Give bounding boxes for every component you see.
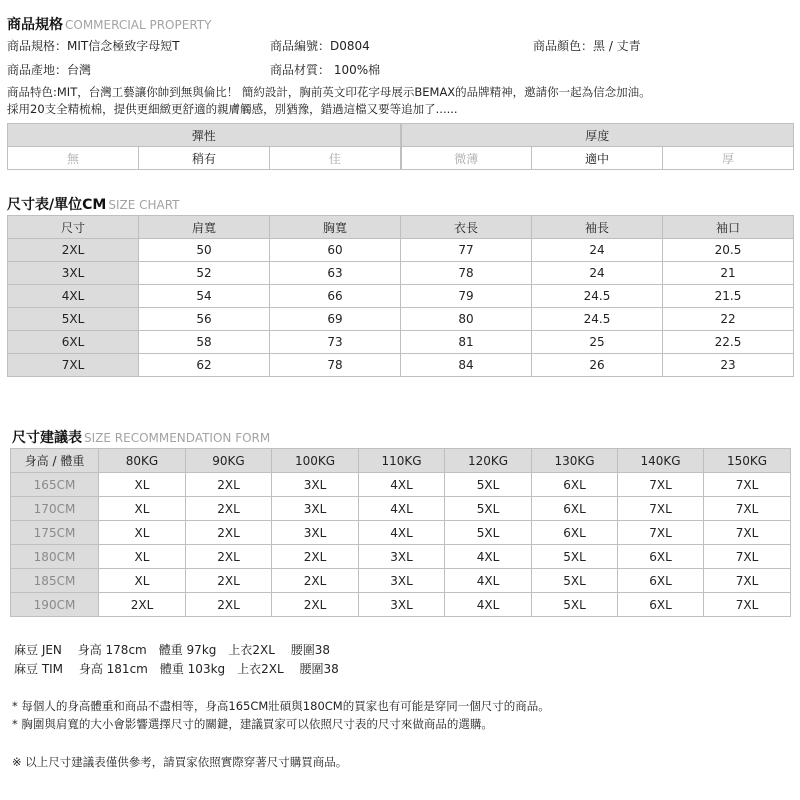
recommendation-section-title: [12, 427, 270, 447]
size-chart-row: [8, 308, 794, 331]
thickness-option-selected: 適中: [532, 147, 663, 170]
size-value-cell: 21.5: [663, 285, 794, 308]
elasticity-option: 無: [8, 147, 139, 170]
property-options-row: [8, 147, 794, 170]
size-value-cell: 54: [139, 285, 270, 308]
size-label-cell: 7XL: [8, 354, 139, 377]
size-label-cell: 2XL: [8, 239, 139, 262]
height-label-cell: 185CM: [11, 569, 99, 593]
recommended-size-cell: 4XL: [445, 545, 532, 569]
size-chart-row: [8, 331, 794, 354]
recommendation-header-cell: 80KG: [99, 449, 186, 473]
size-value-cell: 20.5: [663, 239, 794, 262]
recommended-size-cell: 7XL: [704, 473, 791, 497]
recommended-size-cell: XL: [99, 521, 186, 545]
model-tim: 麻豆 TIM 身高 181cm 體重 103kg 上衣2XL 腰圍38: [14, 662, 339, 676]
recommended-size-cell: XL: [99, 497, 186, 521]
note-1: * 每個人的身高體重和商品不盡相等，身高165CM壯碩與180CM的買家也有可能是穿同一個尺寸的商品。: [12, 699, 550, 713]
size-value-cell: 73: [270, 331, 401, 354]
recommendation-row: [11, 473, 791, 497]
size-value-cell: 80: [401, 308, 532, 331]
recommended-size-cell: 6XL: [532, 497, 618, 521]
size-chart-row: [8, 262, 794, 285]
recommendation-row: [11, 593, 791, 617]
recommended-size-cell: 2XL: [272, 569, 359, 593]
size-value-cell: 50: [139, 239, 270, 262]
size-chart-table: [7, 215, 794, 377]
size-value-cell: 81: [401, 331, 532, 354]
recommended-size-cell: 7XL: [618, 497, 704, 521]
recommended-size-cell: 4XL: [359, 521, 445, 545]
recommended-size-cell: 4XL: [445, 593, 532, 617]
size-value-cell: 24: [532, 262, 663, 285]
size-label-cell: 6XL: [8, 331, 139, 354]
recommendation-row: [11, 497, 791, 521]
recommended-size-cell: 5XL: [532, 593, 618, 617]
elasticity-option-selected: 稍有: [139, 147, 270, 170]
size-chart-header-cell: 胸寬: [270, 216, 401, 239]
size-chart-header-cell: 袖口: [663, 216, 794, 239]
product-title-en: COMMERCIAL PROPERTY: [65, 18, 212, 32]
recommended-size-cell: 7XL: [618, 521, 704, 545]
recommendation-table: [10, 448, 791, 617]
recommended-size-cell: 4XL: [359, 497, 445, 521]
product-color: 商品顏色：黑 / 丈青: [533, 39, 641, 53]
recommended-size-cell: 3XL: [272, 521, 359, 545]
recommended-size-cell: 7XL: [704, 497, 791, 521]
recommendation-header-cell: 90KG: [186, 449, 272, 473]
product-spec: 商品規格：MIT信念極致字母短T: [7, 39, 180, 53]
recommended-size-cell: 3XL: [359, 593, 445, 617]
size-value-cell: 78: [270, 354, 401, 377]
size-value-cell: 77: [401, 239, 532, 262]
size-value-cell: 56: [139, 308, 270, 331]
recommended-size-cell: 3XL: [272, 497, 359, 521]
recommended-size-cell: 3XL: [359, 569, 445, 593]
size-value-cell: 22.5: [663, 331, 794, 354]
recommended-size-cell: 7XL: [618, 473, 704, 497]
recommendation-header-cell: 140KG: [618, 449, 704, 473]
size-value-cell: 24: [532, 239, 663, 262]
recommended-size-cell: 4XL: [359, 473, 445, 497]
product-feature-2: 採用20支全精梳棉，提供更細緻更舒適的親膚觸感，別猶豫，錯過這檔又要等追加了......: [7, 102, 458, 116]
size-value-cell: 21: [663, 262, 794, 285]
recommendation-header-cell: 身高 / 體重: [11, 449, 99, 473]
recommendation-title-en: SIZE RECOMMENDATION FORM: [84, 431, 271, 445]
disclaimer: ※ 以上尺寸建議表僅供參考，請買家依照實際穿著尺寸購買商品。: [12, 755, 348, 769]
recommended-size-cell: XL: [99, 569, 186, 593]
recommended-size-cell: XL: [99, 545, 186, 569]
recommendation-header-cell: 110KG: [359, 449, 445, 473]
size-chart-section-title: [7, 194, 180, 214]
height-label-cell: 170CM: [11, 497, 99, 521]
recommended-size-cell: 7XL: [704, 545, 791, 569]
size-value-cell: 58: [139, 331, 270, 354]
recommended-size-cell: 7XL: [704, 569, 791, 593]
recommended-size-cell: 6XL: [532, 473, 618, 497]
recommended-size-cell: 2XL: [186, 497, 272, 521]
size-chart-header-cell: 袖長: [532, 216, 663, 239]
elasticity-header: 彈性: [8, 124, 401, 147]
size-value-cell: 60: [270, 239, 401, 262]
size-chart-title-en: SIZE CHART: [108, 198, 180, 212]
property-table: [7, 123, 794, 170]
size-value-cell: 23: [663, 354, 794, 377]
recommended-size-cell: 6XL: [618, 593, 704, 617]
product-section-title: [7, 14, 211, 34]
size-chart-row: [8, 239, 794, 262]
recommended-size-cell: 6XL: [618, 569, 704, 593]
size-value-cell: 66: [270, 285, 401, 308]
recommended-size-cell: 5XL: [532, 545, 618, 569]
recommendation-header-cell: 130KG: [532, 449, 618, 473]
recommended-size-cell: 5XL: [445, 473, 532, 497]
size-chart-header-cell: 肩寬: [139, 216, 270, 239]
size-value-cell: 63: [270, 262, 401, 285]
recommended-size-cell: 6XL: [618, 545, 704, 569]
recommended-size-cell: 5XL: [445, 521, 532, 545]
recommended-size-cell: 4XL: [445, 569, 532, 593]
recommended-size-cell: 3XL: [359, 545, 445, 569]
elasticity-option: 佳: [270, 147, 401, 170]
size-value-cell: 24.5: [532, 285, 663, 308]
recommended-size-cell: 2XL: [186, 569, 272, 593]
size-value-cell: 22: [663, 308, 794, 331]
size-value-cell: 78: [401, 262, 532, 285]
note-2: * 胸圍與肩寬的大小會影響選擇尺寸的關鍵，建議買家可以依照尺寸表的尺寸來做商品的選購。: [12, 717, 493, 731]
size-chart-header-cell: 尺寸: [8, 216, 139, 239]
size-value-cell: 26: [532, 354, 663, 377]
size-chart-title: 尺寸表/單位CM: [7, 197, 107, 213]
size-value-cell: 52: [139, 262, 270, 285]
size-value-cell: 84: [401, 354, 532, 377]
recommendation-row: [11, 569, 791, 593]
recommended-size-cell: XL: [99, 473, 186, 497]
product-material: 商品材質： 100%棉: [270, 63, 381, 77]
recommended-size-cell: 2XL: [186, 473, 272, 497]
recommended-size-cell: 2XL: [186, 593, 272, 617]
size-value-cell: 25: [532, 331, 663, 354]
recommended-size-cell: 2XL: [186, 521, 272, 545]
recommendation-row: [11, 545, 791, 569]
size-chart-header-row: [8, 216, 794, 239]
size-value-cell: 62: [139, 354, 270, 377]
recommended-size-cell: 3XL: [272, 473, 359, 497]
product-origin: 商品產地：台灣: [7, 63, 92, 77]
size-label-cell: 5XL: [8, 308, 139, 331]
recommended-size-cell: 5XL: [445, 497, 532, 521]
size-chart-row: [8, 354, 794, 377]
model-jen: 麻豆 JEN 身高 178cm 體重 97kg 上衣2XL 腰圍38: [14, 643, 331, 657]
recommended-size-cell: 7XL: [704, 593, 791, 617]
recommendation-title: 尺寸建議表: [12, 430, 82, 446]
height-label-cell: 180CM: [11, 545, 99, 569]
recommendation-header-cell: 120KG: [445, 449, 532, 473]
thickness-option: 厚: [663, 147, 794, 170]
size-label-cell: 4XL: [8, 285, 139, 308]
product-title: 商品規格: [7, 17, 63, 33]
product-feature-1: 商品特色:MIT，台灣工藝讓你帥到無與倫比！ 簡約設計，胸前英文印花字母展示BEMAX的品牌精神，邀請你一起為信念加油。: [7, 85, 651, 99]
recommendation-header-row: [11, 449, 791, 473]
size-value-cell: 79: [401, 285, 532, 308]
recommended-size-cell: 5XL: [532, 569, 618, 593]
thickness-option: 微薄: [401, 147, 532, 170]
size-value-cell: 69: [270, 308, 401, 331]
thickness-header: 厚度: [401, 124, 794, 147]
size-chart-header-cell: 衣長: [401, 216, 532, 239]
recommendation-header-cell: 150KG: [704, 449, 791, 473]
recommendation-header-cell: 100KG: [272, 449, 359, 473]
recommended-size-cell: 2XL: [272, 593, 359, 617]
recommended-size-cell: 2XL: [186, 545, 272, 569]
recommended-size-cell: 7XL: [704, 521, 791, 545]
size-chart-row: [8, 285, 794, 308]
height-label-cell: 165CM: [11, 473, 99, 497]
size-value-cell: 24.5: [532, 308, 663, 331]
recommended-size-cell: 2XL: [272, 545, 359, 569]
size-label-cell: 3XL: [8, 262, 139, 285]
product-code: 商品編號：D0804: [270, 39, 370, 53]
recommended-size-cell: 6XL: [532, 521, 618, 545]
recommended-size-cell: 2XL: [99, 593, 186, 617]
recommendation-row: [11, 521, 791, 545]
height-label-cell: 190CM: [11, 593, 99, 617]
height-label-cell: 175CM: [11, 521, 99, 545]
